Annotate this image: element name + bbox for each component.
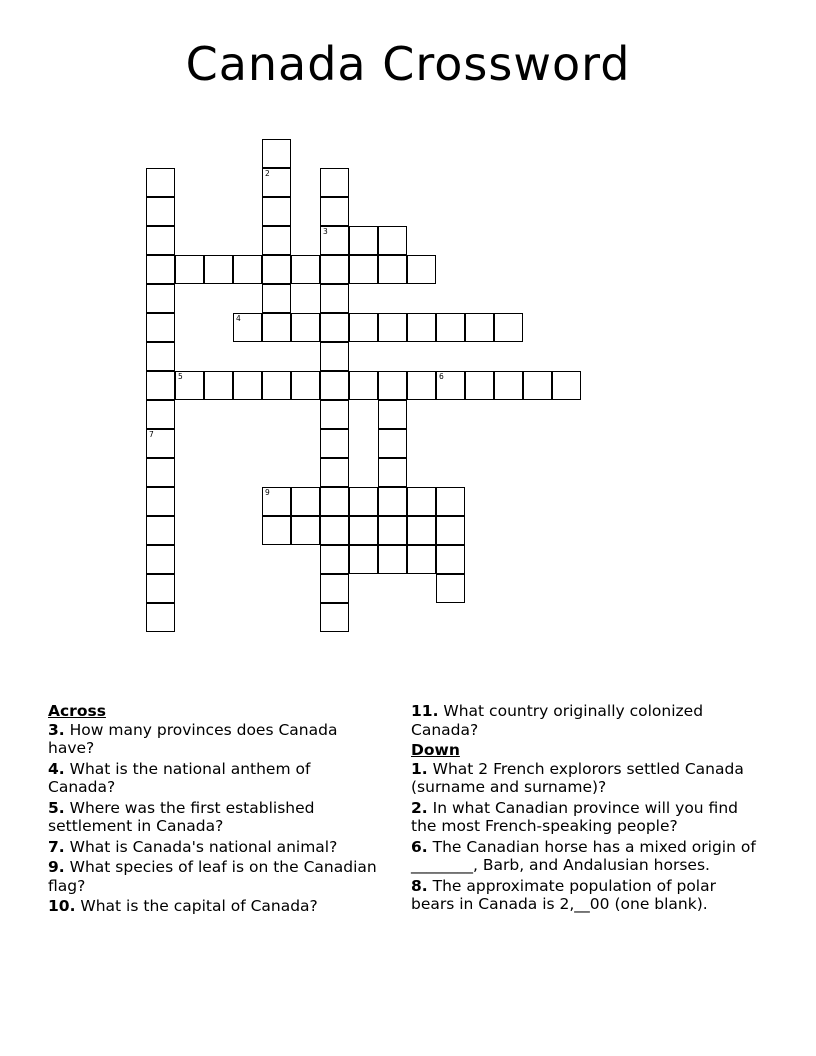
clue-down-6 [411,838,761,875]
grid-cell[interactable] [146,574,175,603]
grid-cell[interactable] [378,487,407,516]
grid-cell[interactable] [436,574,465,603]
clue-across-4 [48,760,378,797]
grid-cell[interactable] [320,313,349,342]
grid-cell[interactable] [320,603,349,632]
grid-cell[interactable] [262,487,291,516]
clue-text: The Canadian horse has a mixed origin of ________, Barb, and Andalusian horses. [411,837,756,874]
grid-cell[interactable] [262,226,291,255]
grid-cell[interactable] [175,371,204,400]
grid-cell[interactable] [175,255,204,284]
grid-cell[interactable] [262,313,291,342]
clues-left-column [48,702,378,918]
grid-cell[interactable] [378,226,407,255]
grid-cell[interactable] [204,371,233,400]
clues-right-column [411,702,761,916]
grid-cell[interactable] [146,429,175,458]
cell-number: 6 [439,372,444,381]
grid-cell[interactable] [262,284,291,313]
cell-number: 5 [178,372,183,381]
grid-cell[interactable] [407,371,436,400]
grid-cell[interactable] [146,545,175,574]
grid-cell[interactable] [436,516,465,545]
grid-cell[interactable] [262,168,291,197]
across-header: Across [48,702,106,720]
grid-cell[interactable] [262,371,291,400]
grid-cell[interactable] [378,458,407,487]
grid-cell[interactable] [407,255,436,284]
grid-cell[interactable] [262,197,291,226]
page-title: Canada Crossword [185,37,631,91]
grid-cell[interactable] [146,516,175,545]
clue-number: 5. [48,798,65,817]
grid-cell[interactable] [320,371,349,400]
grid-cell[interactable] [291,371,320,400]
cell-number: 3 [323,227,328,236]
grid-cell[interactable] [291,255,320,284]
grid-cell[interactable] [349,516,378,545]
grid-cell[interactable] [204,255,233,284]
grid-cell[interactable] [436,371,465,400]
grid-cell[interactable] [320,516,349,545]
grid-cell[interactable] [378,371,407,400]
grid-cell[interactable] [262,516,291,545]
grid-cell[interactable] [320,226,349,255]
cell-number: 7 [149,430,154,439]
grid-cell[interactable] [378,429,407,458]
grid-cell[interactable] [146,487,175,516]
grid-cell[interactable] [233,371,262,400]
grid-cell[interactable] [146,313,175,342]
clue-across-3 [48,721,378,758]
grid-cell[interactable] [320,458,349,487]
clue-text: What is the national anthem of Canada? [48,759,311,796]
grid-cell[interactable] [320,197,349,226]
grid-cell[interactable] [146,603,175,632]
clue-text: What 2 French explorors settled Canada (surname and surname)? [411,759,744,796]
grid-cell[interactable] [291,487,320,516]
clue-text: What is the capital of Canada? [80,897,318,915]
clue-across-10 [48,897,378,916]
cell-number: 4 [236,314,241,323]
grid-cell[interactable] [146,226,175,255]
clue-down-2 [411,799,761,836]
grid-cell[interactable] [146,371,175,400]
grid-cell[interactable] [465,371,494,400]
clue-down-8 [411,877,761,914]
clue-down-1 [411,760,761,797]
grid-cell[interactable] [378,400,407,429]
grid-cell[interactable] [465,313,494,342]
clue-across-7 [48,838,378,857]
clue-number: 3. [48,720,65,739]
grid-cell[interactable] [349,226,378,255]
clue-across-9 [48,858,378,895]
grid-cell[interactable] [349,545,378,574]
grid-cell[interactable] [320,342,349,371]
clue-text: How many provinces does Canada have? [48,720,338,757]
grid-cell[interactable] [436,313,465,342]
grid-cell[interactable] [378,255,407,284]
cell-number: 2 [265,169,270,178]
grid-cell[interactable] [233,313,262,342]
grid-cell[interactable] [436,545,465,574]
grid-cell[interactable] [320,545,349,574]
grid-cell[interactable] [291,516,320,545]
cell-number: 9 [265,488,270,497]
grid-cell[interactable] [320,429,349,458]
grid-cell[interactable] [262,139,291,168]
clue-number: 4. [48,759,65,778]
grid-cell[interactable] [407,516,436,545]
clue-number: 10. [48,897,76,915]
down-header: Down [411,741,460,759]
clue-text: What is Canada's national animal? [69,837,338,856]
grid-cell[interactable] [291,313,320,342]
grid-cell[interactable] [262,255,291,284]
grid-cell[interactable] [320,255,349,284]
grid-cell[interactable] [349,371,378,400]
clue-number: 8. [411,876,428,895]
grid-cell[interactable] [552,371,581,400]
clue-number: 7. [48,837,65,856]
grid-cell[interactable] [320,168,349,197]
grid-cell[interactable] [320,400,349,429]
grid-cell[interactable] [146,168,175,197]
grid-cell[interactable] [349,487,378,516]
clue-text: In what Canadian province will you find the most French-speaking people? [411,798,738,835]
clue-number: 11. [411,702,439,720]
grid-cell[interactable] [233,255,262,284]
clue-text: What species of leaf is on the Canadian flag? [48,858,377,895]
clue-number: 9. [48,858,65,876]
grid-cell[interactable] [146,458,175,487]
grid-cell[interactable] [378,545,407,574]
grid-cell[interactable] [378,516,407,545]
grid-cell[interactable] [146,342,175,371]
clue-text: Where was the first established settlement in Canada? [48,798,315,835]
grid-cell[interactable] [146,255,175,284]
grid-cell[interactable] [494,371,523,400]
grid-cell[interactable] [378,313,407,342]
grid-cell[interactable] [407,487,436,516]
grid-cell[interactable] [320,487,349,516]
grid-cell[interactable] [320,574,349,603]
clue-number: 2. [411,798,428,817]
grid-cell[interactable] [349,313,378,342]
grid-cell[interactable] [146,400,175,429]
grid-cell[interactable] [320,284,349,313]
grid-cell[interactable] [146,284,175,313]
grid-cell[interactable] [349,255,378,284]
clue-number: 6. [411,837,428,856]
grid-cell[interactable] [407,545,436,574]
grid-cell[interactable] [494,313,523,342]
clue-text: The approximate population of polar bears in Canada is 2,__00 (one blank). [411,876,716,913]
clue-text: What country originally colonized Canada? [411,702,704,739]
clue-number: 1. [411,759,428,778]
grid-cell[interactable] [407,313,436,342]
grid-cell[interactable] [146,197,175,226]
clue-across-11 [411,702,761,739]
grid-cell[interactable] [523,371,552,400]
clue-across-5 [48,799,378,836]
grid-cell[interactable] [436,487,465,516]
